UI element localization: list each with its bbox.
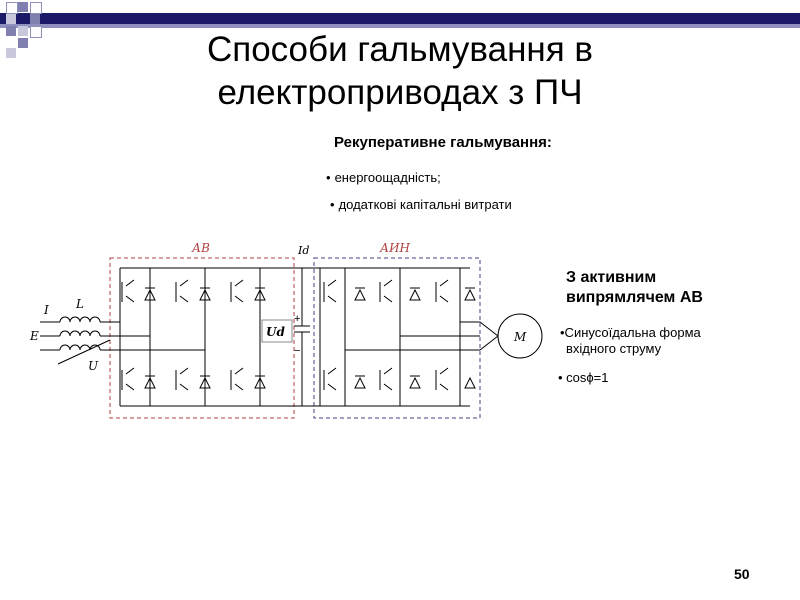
deco-square — [30, 26, 42, 38]
dc-capacitor — [294, 268, 310, 406]
deco-square — [6, 48, 16, 58]
inverter-transistors — [324, 280, 448, 390]
side-bullet-1-line-1: •Синусоїдальна форма — [560, 325, 701, 340]
rectifier-label: АВ — [192, 241, 210, 255]
rectifier-legs — [120, 268, 260, 406]
input-inductors — [40, 317, 205, 364]
bullet-dot-icon: • — [330, 197, 335, 212]
deco-square — [6, 14, 16, 24]
bullet-item — [330, 197, 512, 212]
deco-square — [18, 2, 28, 12]
deco-square — [30, 2, 42, 14]
title-line-1: Способи гальмування в — [206, 30, 594, 69]
bullet-item — [326, 170, 441, 185]
page-number: 50 — [734, 566, 750, 582]
inductance-label: L — [76, 297, 84, 311]
deco-square — [18, 26, 28, 36]
rectifier-transistors — [122, 280, 243, 390]
bullet-dot-icon: • — [326, 170, 331, 185]
inverter-label: АИН — [380, 241, 411, 255]
current-label: I — [44, 303, 49, 317]
side-bullet-1 — [560, 325, 701, 357]
circuit-diagram — [0, 230, 560, 430]
subheading: Рекуперативне гальмування: — [334, 134, 552, 151]
dc-current-label: Id — [298, 244, 310, 257]
deco-square — [18, 38, 28, 48]
deco-square — [30, 14, 40, 24]
side-bullet-1-line-2: вхідного струму — [566, 341, 662, 356]
header-band — [0, 13, 800, 24]
voltage-label: U — [88, 359, 99, 373]
inverter-box — [314, 258, 480, 418]
inverter-diodes — [355, 288, 475, 388]
plus-sign: + — [294, 313, 301, 325]
title-line-2: електроприводах з ПЧ — [217, 73, 583, 112]
side-bullet-2: • cosϕ=1 — [558, 370, 609, 385]
slide-title — [130, 28, 670, 114]
deco-square — [6, 2, 18, 14]
side-title-line-1: З активним — [566, 269, 657, 286]
motor-phase-wires — [345, 322, 498, 350]
dc-voltage-label: Ud — [266, 325, 285, 339]
deco-square — [6, 26, 16, 36]
bullet-text: енергоощадність; — [334, 170, 441, 185]
bullet-text: додаткові капітальні витрати — [338, 197, 512, 212]
motor-label: M — [514, 330, 527, 344]
side-panel-title — [566, 268, 703, 308]
inverter-legs — [320, 268, 460, 406]
minus-sign: − — [294, 345, 301, 357]
grid-label: E — [30, 329, 39, 343]
side-title-line-2: випрямлячем АВ — [566, 289, 703, 306]
